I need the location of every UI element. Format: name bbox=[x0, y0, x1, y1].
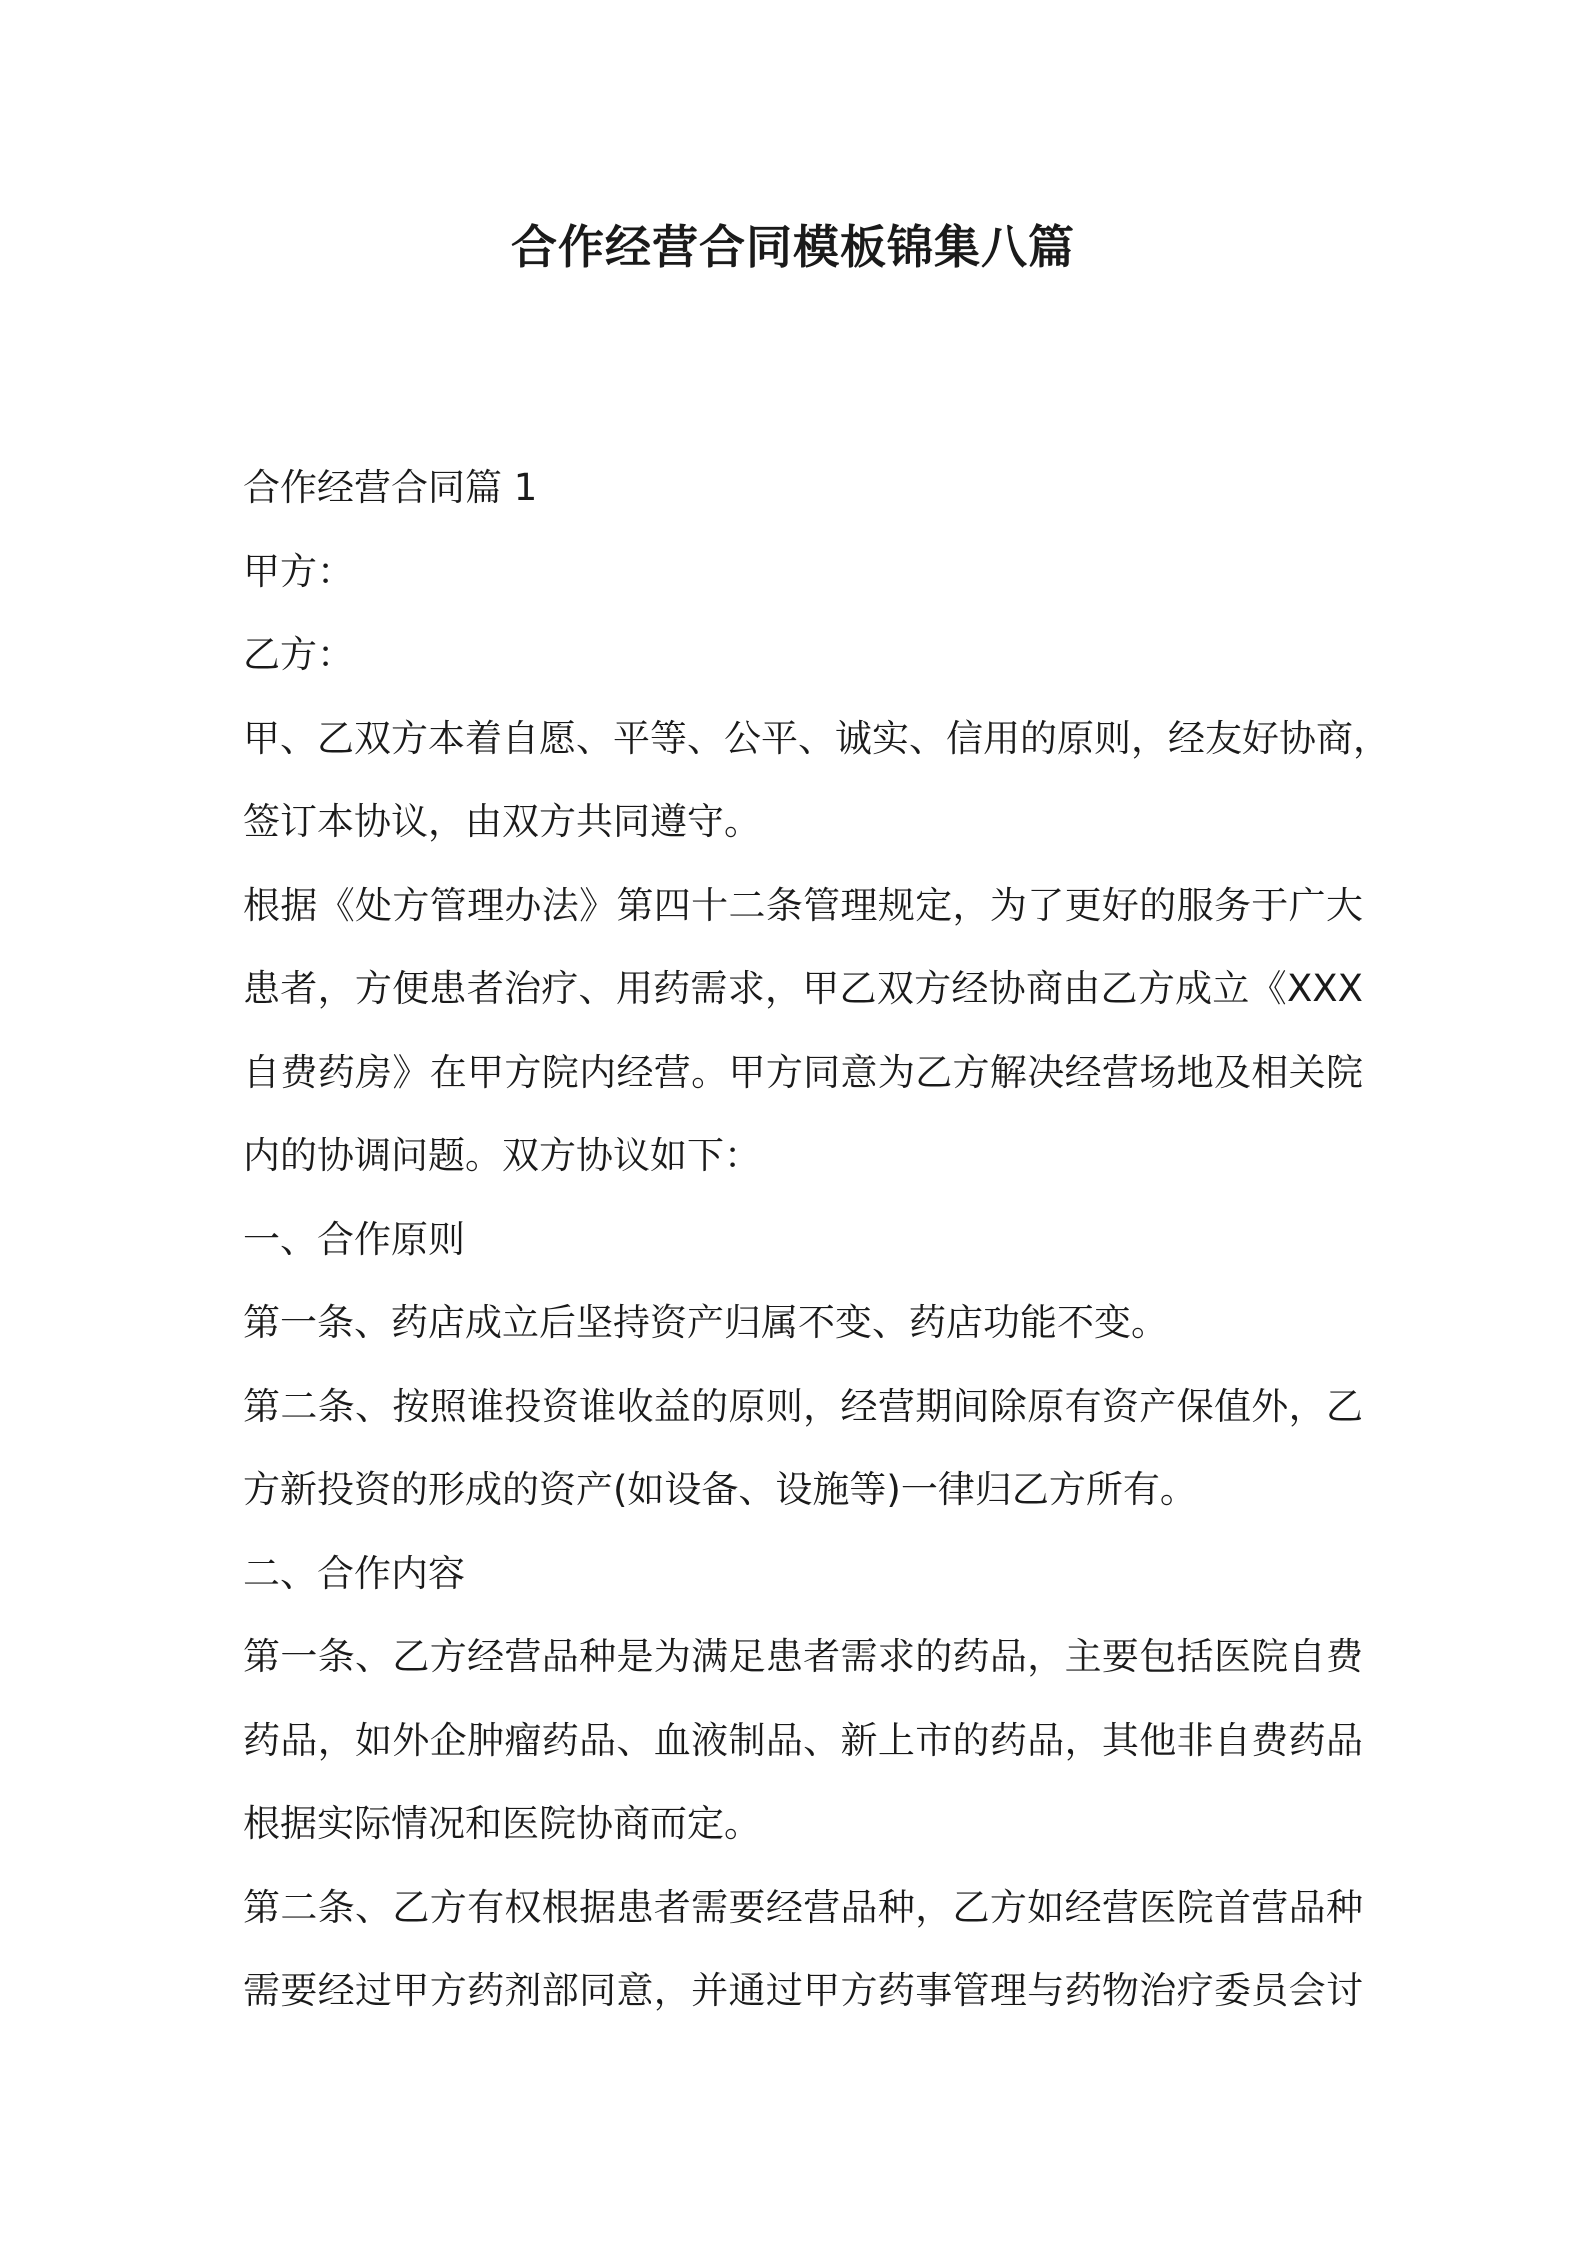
document-body bbox=[243, 446, 1390, 2033]
section-heading-cooperation-principles: 一、合作原则 bbox=[243, 1217, 465, 1261]
paragraph-line: 签订本协议，由双方共同遵守。 bbox=[243, 800, 761, 843]
paragraph-line: 患者，方便患者治疗、用药需求，甲乙双方经协商由乙方成立《XXX bbox=[243, 967, 1363, 1010]
document-title: 合作经营合同模板锦集八篇 bbox=[511, 220, 1075, 274]
clause-line: 第二条、按照谁投资谁收益的原则，经营期间除原有资产保值外，乙 bbox=[243, 1384, 1363, 1428]
section-heading-article-1: 合作经营合同篇 1 bbox=[243, 466, 538, 509]
paragraph-line: 内的协调问题。双方协议如下： bbox=[243, 1134, 761, 1177]
section-heading-cooperation-content: 二、合作内容 bbox=[243, 1551, 465, 1595]
paragraph-line: 甲、乙双方本着自愿、平等、公平、诚实、信用的原则，经友好协商， bbox=[243, 716, 1390, 760]
clause-line: 需要经过甲方药剂部同意，并通过甲方药事管理与药物治疗委员会讨 bbox=[243, 1969, 1363, 2012]
paragraph-line: 根据《处方管理办法》第四十二条管理规定，为了更好的服务于广大 bbox=[243, 883, 1363, 927]
party-b-line: 乙方： bbox=[243, 633, 354, 676]
clause-line: 药品，如外企肿瘤药品、血液制品、新上市的药品，其他非自费药品 bbox=[243, 1718, 1363, 1762]
clause-line: 第一条、乙方经营品种是为满足患者需求的药品，主要包括医院自费 bbox=[243, 1635, 1363, 1678]
paragraph-line: 自费药房》在甲方院内经营。甲方同意为乙方解决经营场地及相关院 bbox=[243, 1050, 1363, 1094]
party-a-line: 甲方： bbox=[243, 549, 354, 593]
clause-line: 第二条、乙方有权根据患者需要经营品种，乙方如经营医院首营品种 bbox=[243, 1885, 1363, 1929]
clause-line: 根据实际情况和医院协商而定。 bbox=[243, 1802, 761, 1845]
clause-line: 第一条、药店成立后坚持资产归属不变、药店功能不变。 bbox=[243, 1301, 1168, 1344]
clause-line: 方新投资的形成的资产(如设备、设施等)一律归乙方所有。 bbox=[243, 1468, 1197, 1511]
